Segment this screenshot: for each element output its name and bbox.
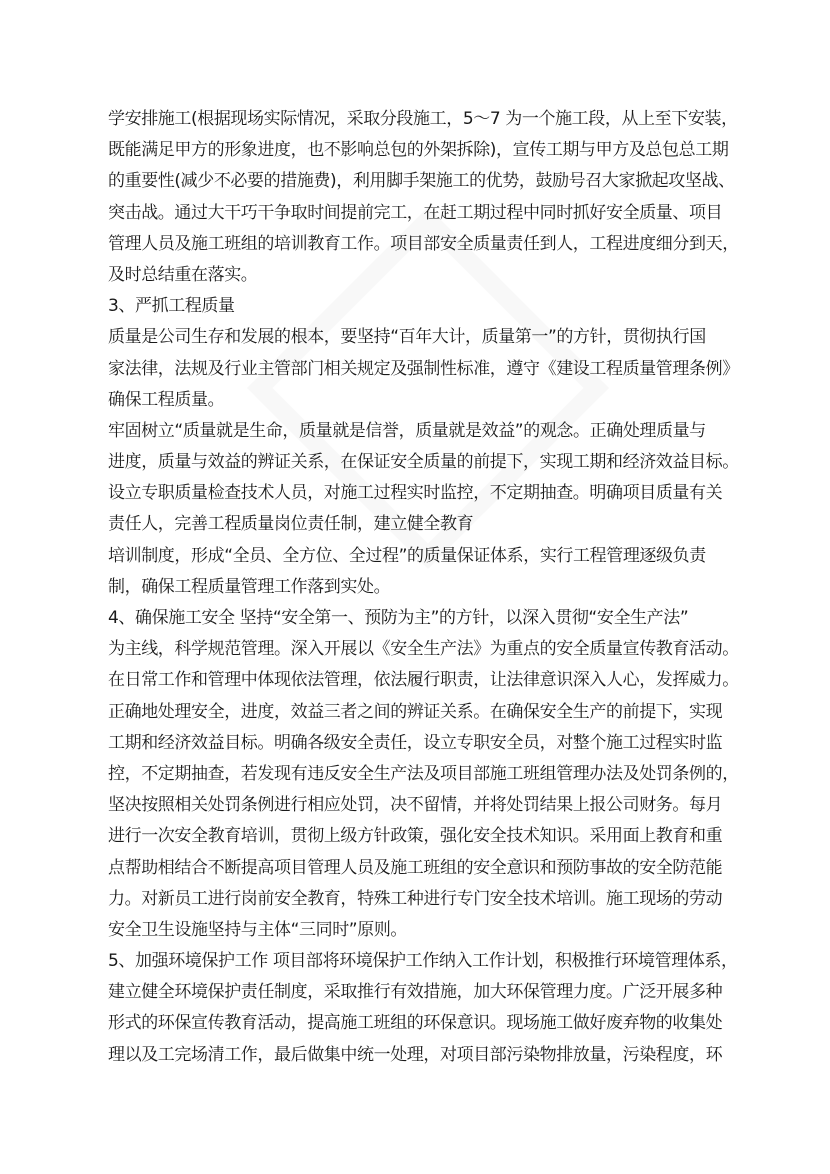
text-line: 4、确保施工安全 坚持“安全第一、预防为主”的方针，以深入贯彻“安全生产法” bbox=[108, 608, 689, 628]
text-line: 理以及工完场清工作，最后做集中统一处理，对项目部污染物排放量，污染程度，环 bbox=[108, 1044, 723, 1065]
text-line: 的重要性(减少不必要的措施费)，利用脚手架施工的优势，鼓励号召大家掀起攻坚战、 bbox=[108, 171, 735, 192]
text-line: 设立专职质量检查技术人员，对施工过程实时监控，不定期抽查。明确项目质量有关 bbox=[108, 483, 723, 504]
text-line: 责任人，完善工程质量岗位责任制，建立健全教育 bbox=[108, 514, 474, 535]
text-line: 确保工程质量。 bbox=[108, 389, 225, 410]
text-line: 进行一次安全教育培训，贯彻上级方针政策，强化安全技术知识。采用面上教育和重 bbox=[108, 826, 723, 847]
text-line: 管理人员及施工班组的培训教育工作。项目部安全质量责任到人，工程进度细分到天， bbox=[108, 233, 739, 254]
text-line: 制，确保工程质量管理工作落到实处。 bbox=[108, 576, 391, 597]
text-line: 工期和经济效益目标。明确各级安全责任，设立专职安全员，对整个施工过程实时监 bbox=[108, 732, 723, 753]
text-line: 及时总结重在落实。 bbox=[108, 264, 258, 285]
text-line: 力。对新员工进行岗前安全教育，特殊工种进行专门安全技术培训。施工现场的劳动 bbox=[108, 888, 723, 909]
text-line: 形式的环保宣传教育活动，提高施工班组的环保意识。现场施工做好废弃物的收集处 bbox=[108, 1013, 723, 1034]
text-line: 建立健全环境保护责任制度，采取推行有效措施，加大环保管理力度。广泛开展多种 bbox=[108, 982, 723, 1003]
text-line: 突击战。通过大干巧干争取时间提前完工，在赶工期过程中同时抓好安全质量、项目 bbox=[108, 202, 723, 223]
text-line: 安全卫生设施坚持与主体“三同时”原则。 bbox=[108, 919, 408, 940]
text-line: 正确地处理安全，进度，效益三者之间的辨证关系。在确保安全生产的前提下，实现 bbox=[108, 701, 723, 722]
text-line: 家法律，法规及行业主管部门相关规定及强制性标准，遵守《建设工程质量管理条例》 bbox=[108, 358, 739, 379]
text-line: 控，不定期抽查，若发现有违反安全生产法及项目部施工班组管理办法及处罚条例的， bbox=[108, 763, 739, 784]
text-line: 为主线，科学规范管理。深入开展以《安全生产法》为重点的安全质量宣传教育活动。 bbox=[108, 639, 739, 660]
text-line: 培训制度，形成“全员、全方位、全过程”的质量保证体系，实行工程管理逐级负责 bbox=[108, 545, 706, 566]
text-line: 5、加强环境保护工作 项目部将环境保护工作纳入工作计划，积极推行环境管理体系， bbox=[108, 951, 738, 972]
text-line: 既能满足甲方的形象进度，也不影响总包的外架拆除)，宣传工期与甲方及总包总工期 bbox=[108, 140, 729, 161]
text-line: 牢固树立“质量就是生命，质量就是信誉，质量就是效益”的观念。正确处理质量与 bbox=[108, 420, 706, 441]
text-line: 进度，质量与效益的辨证关系，在保证安全质量的前提下，实现工期和经济效益目标。 bbox=[108, 452, 739, 473]
text-line: 点帮助相结合不断提高项目管理人员及施工班组的安全意识和预防事故的安全防范能 bbox=[108, 857, 723, 878]
text-line: 在日常工作和管理中体现依法管理，依法履行职责，让法律意识深入人心，发挥威力。 bbox=[108, 670, 739, 691]
text-line: 学安排施工(根据现场实际情况，采取分段施工，5～7 为一个施工段，从上至下安装， bbox=[108, 109, 738, 129]
text-line: 质量是公司生存和发展的根本，要坚持“百年大计，质量第一”的方针，贯彻执行国 bbox=[108, 327, 706, 348]
text-line: 3、严抓工程质量 bbox=[108, 296, 235, 317]
document-body bbox=[108, 104, 758, 1071]
text-line: 坚决按照相关处罚条例进行相应处罚，决不留情，并将处罚结果上报公司财务。每月 bbox=[108, 795, 723, 816]
